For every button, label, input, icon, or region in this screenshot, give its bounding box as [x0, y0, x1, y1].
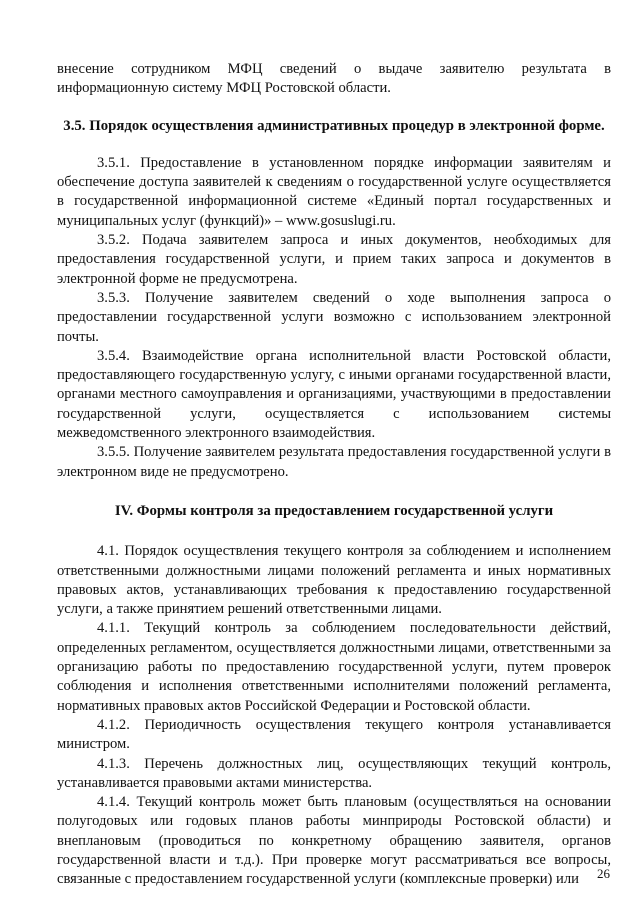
page-number: 26 [597, 866, 610, 881]
paragraph-3-5-2: 3.5.2. Подача заявителем запроса и иных документов, необходимых для предоставления государственной услуги, и прием таких запроса и документов в электронной форме не предусмотрена. [57, 232, 611, 287]
paragraph-3-5-1: 3.5.1. Предоставление в установленном порядке информации заявителям и обеспечение доступа заявителей к сведениям о государственной услуге осуществляется в государственной информационной системе «Единый портал государственных и муниципальных услуг (функций)» – www.gosuslugi.ru. [57, 154, 611, 229]
paragraph-4-1-3: 4.1.3. Перечень должностных лиц, осуществляющих текущий контроль, устанавливается правовыми актами министерства. [57, 755, 611, 791]
paragraph-3-5-4: 3.5.4. Взаимодействие органа исполнительной власти Ростовской области, предоставляющего государственную услугу, с иными органами государственной власти, органами местного самоуправления и организациями, участвующими в предоставлении государственной услуги, осуществляется с использованием системы межведомственного электронного взаимодействия. [57, 347, 611, 442]
paragraph-3-5-5: 3.5.5. Получение заявителем результата предоставления государственной услуги в электронном виде не предусмотрено. [57, 444, 611, 480]
paragraph-3-5-3: 3.5.3. Получение заявителем сведений о ходе выполнения запроса о предоставлении государственной услуги возможно с использованием электронной почты. [57, 289, 611, 345]
section-iv-heading: IV. Формы контроля за предоставлением государственной услуги [114, 502, 554, 519]
paragraph-4-1: 4.1. Порядок осуществления текущего контроля за соблюдением и исполнением ответственными должностными лицами положений регламента и иных нормативных правовых актов, устанавливающих требования к предоставлению государственной услуги, а также принятием решений ответственными лицами. [57, 543, 611, 618]
intro-paragraph: внесение сотрудником МФЦ сведений о выдаче заявителю результата в информационную систему МФЦ Ростовской области. [57, 61, 611, 97]
paragraph-4-1-2: 4.1.2. Периодичность осуществления текущего контроля устанавливается министром. [57, 716, 611, 753]
paragraph-4-1-1: 4.1.1. Текущий контроль за соблюдением последовательности действий, определенных регламентом, осуществляется должностными лицами, ответственными за организацию работы по предоставлению государственной услуги, путем проверок соблюдения и исполнения ответственными исполнителями положений регламента, нормативных правовых актов Российской Федерации и Ростовской области. [57, 620, 611, 714]
paragraph-4-1-4: 4.1.4. Текущий контроль может быть плановым (осуществляться на основании полугодовых или годовых планов работы минприроды Ростовской области) и внеплановым (проводиться по конкретному обращению заявителя, органов государственной власти и т.д.). При проверке могут рассматриваться все вопросы, связанные с предоставлением государственной услуги (комплексные проверки) или [57, 794, 611, 888]
page-content [57, 60, 611, 890]
section-3-5-heading: 3.5. Порядок осуществления административных процедур в электронной форме. [63, 117, 605, 134]
